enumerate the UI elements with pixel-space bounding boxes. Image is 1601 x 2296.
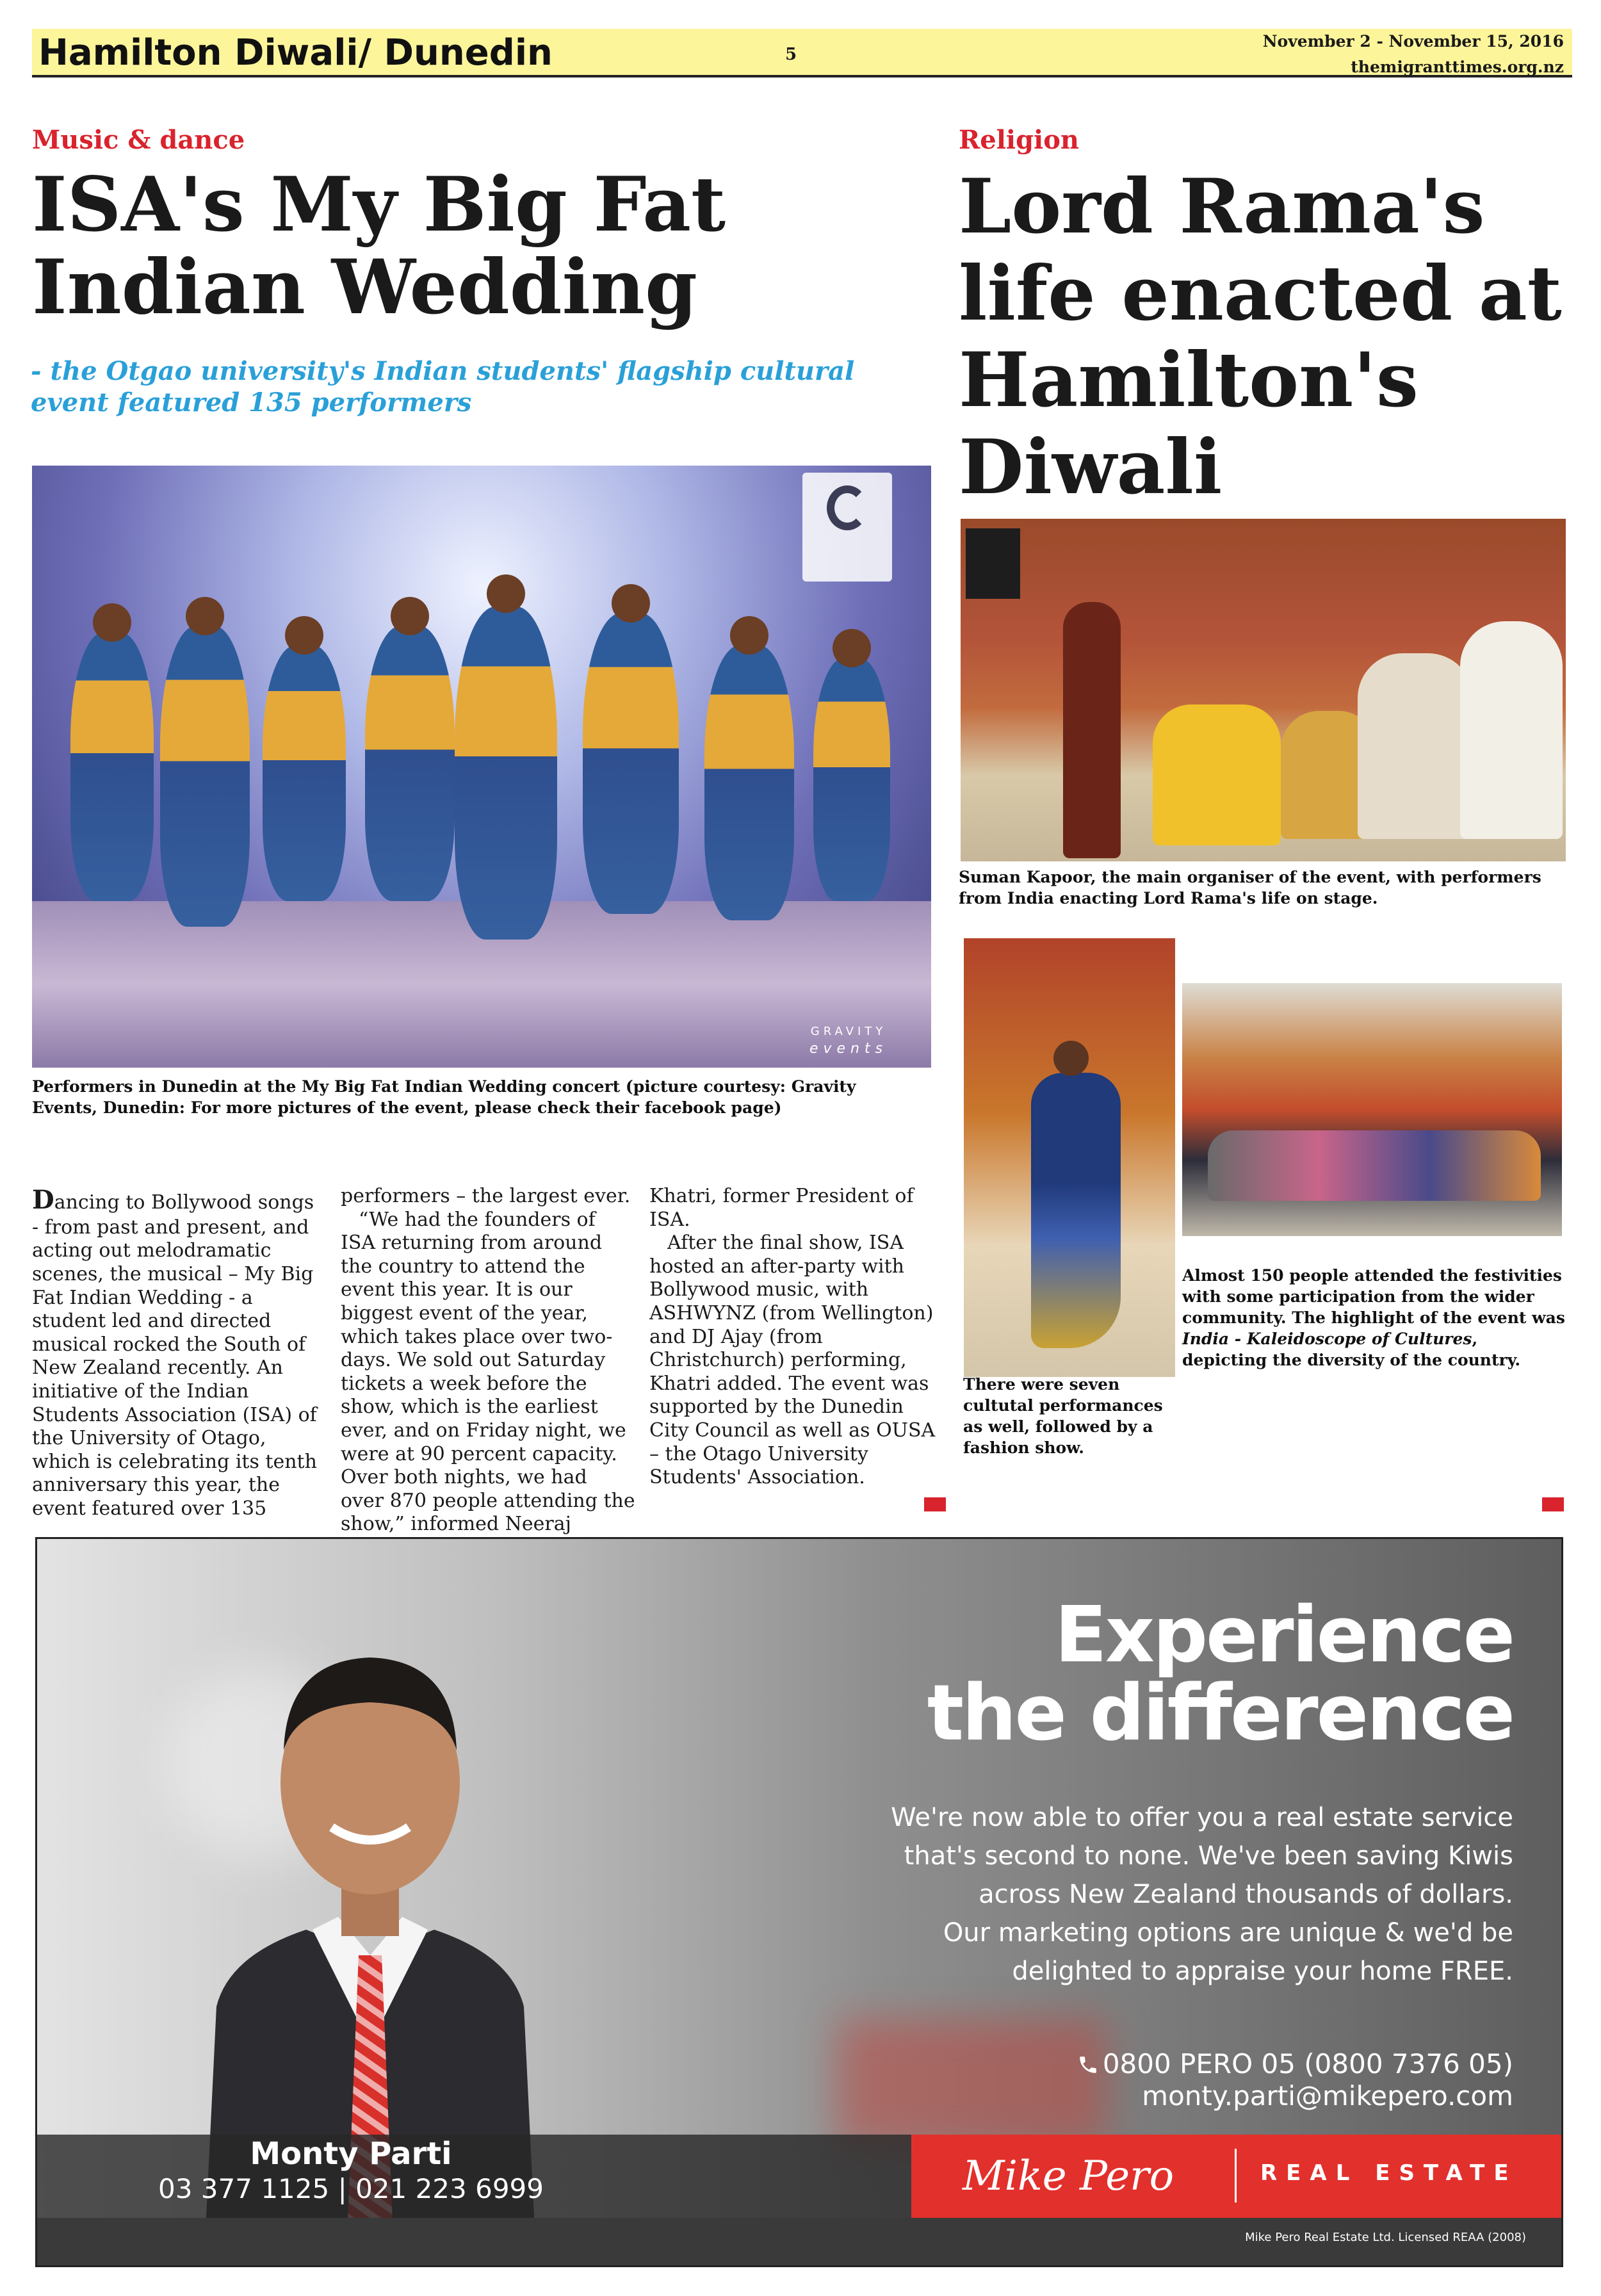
gravity-logo-subtext: events [809, 1041, 888, 1057]
caption-emphasis: India - Kaleidoscope of Cultures [1182, 1330, 1472, 1348]
article-end-mark [1542, 1497, 1564, 1511]
agent-phone-numbers[interactable]: 03 377 1125 | 021 223 6999 [158, 2173, 544, 2204]
performer-figure [1460, 621, 1563, 839]
dancer-head [93, 603, 131, 642]
dancer-figure [704, 645, 794, 920]
paragraph-text: “We had the founders of ISA returning from around the country to attend the event this year. It is our biggest event of the year, which takes place over two-days. We sold out Saturday tickets a week before the show, which is the earliest ever, and on Friday night, we were at 90 percent capacity. Over both nights, we had over 870 people attending the show,” informed Neeraj [341, 1208, 635, 1536]
dancer-head [612, 584, 650, 623]
paragraph-text: ancing to Bollywood songs - from past and present, and acting out melodramatic scenes, the musical – My Big Fat Indian Wedding - a student led and directed musical rocked the South of New Zealand recently. An initiative of the Indian Students Association (ISA) of the University of Otago, which is celebrating its tenth anniversary this year, the event featured over 135 [32, 1191, 317, 1520]
ad-body-line: that's second to none. We've been saving Kiwis [904, 1841, 1513, 1871]
paragraph-text: After the final show, ISA hosted an after-party with Bollywood music, with ASHWYNZ (from Wellington) and DJ Ajay (from Christchurch) performing, Khatri added. The event was supported by the Dunedin City Council as well as OUSA – the Otago University Students' Association. [649, 1232, 936, 1489]
dancer-head [487, 574, 525, 613]
brand-divider [1235, 2149, 1237, 2202]
dancer-figure [583, 613, 679, 914]
ad-license: Mike Pero Real Estate Ltd. Licensed REAA (2008) [1245, 2231, 1526, 2244]
issue-date: November 2 - November 15, 2016 [1262, 32, 1564, 51]
ad-headline [745, 1591, 1513, 1759]
dancer-figure [160, 626, 250, 927]
ad-body-line: We're now able to offer you a real estate service [891, 1803, 1513, 1832]
gravity-events-logo [802, 473, 892, 582]
rama-enactment-photo [961, 519, 1566, 861]
gravity-logo-icon [827, 485, 868, 530]
ad-body-text [809, 1798, 1513, 1991]
page-number: 5 [785, 45, 797, 64]
article-2-photo-caption-2: There were seven cultutal performances as well, followed by a fashion show. [963, 1375, 1163, 1457]
paragraph-text: Khatri, former President of ISA. [649, 1185, 914, 1231]
dancer-head [730, 616, 768, 655]
dancer-head [1053, 1041, 1089, 1076]
phone-icon [1077, 2054, 1099, 2076]
dancer-figure [813, 658, 890, 901]
organiser-figure [1063, 602, 1121, 858]
ad-headline-line: Experience [1054, 1591, 1513, 1680]
article-1-headline: ISA's My Big Fat Indian Wedding [32, 160, 726, 331]
ad-body-line: across New Zealand thousands of dollars. [979, 1880, 1513, 1909]
caption-text: Almost 150 people attended the festivities with some participation from the wider community. The highlight of the event was [1182, 1266, 1565, 1327]
ad-body-line: Our marketing options are unique & we'd be [943, 1918, 1513, 1948]
article-2-photo-caption-1: Suman Kapoor, the main organiser of the event, with performers from India enacting Lord Rama's life on stage. [959, 868, 1541, 908]
article-1-deck: - the Otgao university's Indian students' flagship cultural event featured 135 performers [31, 356, 855, 418]
article-2-kicker: Religion [959, 125, 1080, 155]
real-estate-advertisement[interactable] [35, 1537, 1563, 2267]
website-link[interactable]: themigranttimes.org.nz [1351, 58, 1564, 76]
speaker-box [966, 528, 1020, 599]
dancer-figure [1031, 1073, 1121, 1348]
ad-phone[interactable] [1001, 2048, 1513, 2080]
article-1-column-2 [341, 1185, 635, 1536]
dance-performance-photo-2 [964, 938, 1175, 1377]
dancer-figure [70, 632, 154, 901]
article-2-photo-caption-3 [1182, 1265, 1566, 1371]
gravity-logo-text: GRAVITY [810, 1025, 887, 1038]
dancer-head [285, 616, 323, 655]
article-1-column-1 [32, 1185, 323, 1521]
article-1-photo-caption: Performers in Dunedin at the My Big Fat Indian Wedding concert (picture courtesy: Gravity Events, Dunedin: For more pictures of the event, please check their facebook page) [32, 1077, 856, 1117]
caption-text: , depicting the diversity of the country. [1182, 1330, 1521, 1369]
dancer-figure [455, 607, 557, 940]
dancer-head [186, 597, 224, 635]
article-end-mark [924, 1497, 946, 1511]
audience-photo [1182, 983, 1562, 1236]
ad-headline-line: the difference [927, 1669, 1513, 1759]
audience-row [1208, 1130, 1541, 1201]
brand-logo-script: Mike Pero [963, 2153, 1174, 2200]
dance-performance-photo [32, 466, 931, 1068]
brand-band [911, 2135, 1561, 2218]
article-1-column-3 [649, 1185, 941, 1490]
dancer-figure [263, 645, 346, 901]
paragraph-text: performers – the largest ever. [341, 1185, 631, 1207]
dancer-head [833, 629, 871, 667]
article-2-headline: Lord Rama's life enacted at Hamilton's Diwali [959, 162, 1562, 512]
ad-phone-number: 0800 PERO 05 (0800 7376 05) [1102, 2048, 1513, 2080]
performer-figure [1153, 704, 1281, 845]
ad-body-line: delighted to appraise your home FREE. [1012, 1957, 1513, 1986]
section-title: Hamilton Diwali/ Dunedin [38, 32, 553, 74]
article-1-kicker: Music & dance [32, 125, 245, 155]
performer-figure [1358, 653, 1473, 839]
drop-cap: D [32, 1185, 54, 1215]
agent-name: Monty Parti [250, 2136, 452, 2172]
ad-email[interactable]: monty.parti@mikepero.com [1142, 2080, 1513, 2112]
dancer-figure [365, 626, 455, 901]
dancer-head [391, 597, 429, 635]
brand-type: REAL ESTATE [1260, 2160, 1518, 2186]
